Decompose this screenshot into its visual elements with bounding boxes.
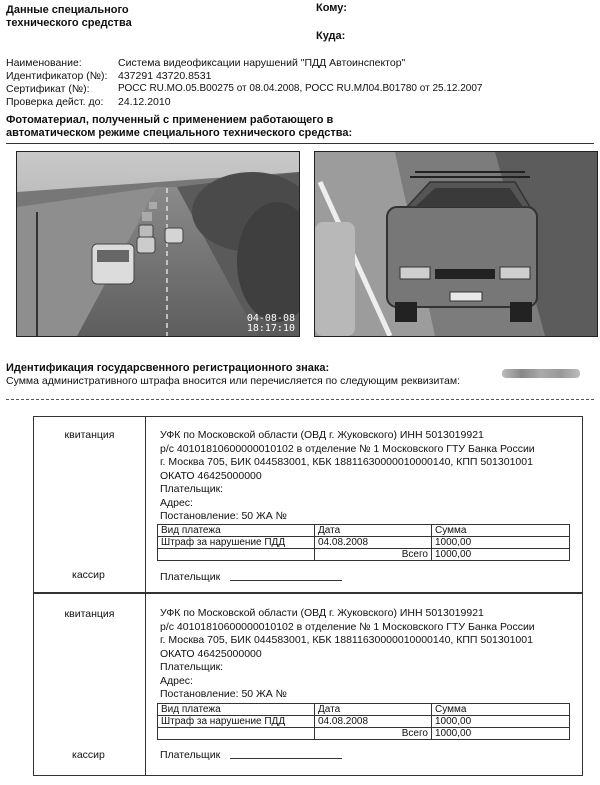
payment-table	[157, 703, 570, 740]
table-header-row	[158, 704, 570, 716]
receipt-left-column	[34, 417, 146, 593]
payer-field: Плательщик:	[160, 661, 224, 673]
col-header: Вид платежа	[158, 704, 315, 716]
photo-title-line1: Фотоматериал, полученный с применением работающего в	[6, 114, 334, 126]
car-closeup-image	[315, 152, 597, 336]
payer-signature-label: Плательщик	[160, 571, 221, 583]
total-label: Всего	[315, 728, 432, 740]
table-header-row	[158, 525, 570, 537]
photo-section-title	[6, 114, 352, 140]
empty-cell	[158, 549, 315, 561]
table-row	[158, 537, 570, 549]
payment-amount: 1000,00	[432, 537, 570, 549]
device-data-title	[6, 4, 206, 30]
col-header: Вид платежа	[158, 525, 315, 537]
divider	[6, 143, 594, 144]
certificate-label: Сертификат (№):	[6, 83, 90, 95]
title-line1: Данные специального	[6, 4, 129, 16]
payer-signature-line	[230, 580, 342, 581]
cashier-label: кассир	[72, 569, 105, 581]
check-date-label: Проверка дейст. до:	[6, 96, 104, 108]
col-header: Сумма	[432, 525, 570, 537]
device-name-value: Система видеофиксации нарушений "ПДД Автоинспектор"	[118, 57, 406, 69]
payment-note: Сумма административного штрафа вносится или перечисляется по следующим реквизитам:	[6, 375, 461, 387]
okato-line: ОКАТО 46425000000	[160, 469, 262, 482]
address-field: Адрес:	[160, 496, 193, 509]
bank-codes-line: г. Москва 705, БИК 044583001, КБК 18811630000010000140, КПП 501301001	[160, 456, 533, 468]
recipient-line: УФК по Московской области (ОВД г. Жуковского) ИНН 5013019921	[160, 607, 484, 619]
device-id-label: Идентификатор (№):	[6, 70, 108, 82]
bank-codes-line: г. Москва 705, БИК 044583001, КБК 18811630000010000140, КПП 501301001	[160, 634, 533, 646]
table-total-row	[158, 728, 570, 740]
payer-signature-label: Плательщик	[160, 749, 221, 761]
timestamp-date: 04-08-08	[246, 313, 295, 324]
receipt-1	[33, 416, 583, 594]
receipt-2	[33, 592, 583, 776]
receipt-details	[160, 429, 535, 524]
account-line: р/с 40101810600000010102 в отделение № 1 Московского ГТУ Банка России	[160, 442, 535, 455]
identification-title: Идентификация государсвенного регистрационного знака:	[6, 362, 330, 374]
table-total-row	[158, 549, 570, 561]
road-overview-image	[17, 152, 299, 336]
account-line: р/с 40101810600000010102 в отделение № 1 Московского ГТУ Банка России	[160, 620, 535, 633]
photo-title-line2: автоматическом режиме специального технического средства:	[6, 127, 353, 139]
device-id-value: 437291 43720.8531	[118, 70, 212, 82]
payment-amount: 1000,00	[432, 716, 570, 728]
photo-road-overview	[16, 151, 300, 337]
total-value: 1000,00	[432, 728, 570, 740]
to-label: Кому:	[316, 2, 347, 14]
payment-table	[157, 524, 570, 561]
address-field: Адрес:	[160, 674, 193, 687]
payment-date: 04.08.2008	[315, 537, 432, 549]
timestamp-time: 18:17:10	[246, 323, 295, 334]
total-label: Всего	[315, 549, 432, 561]
resolution-field: Постановление: 50 ЖА №	[160, 510, 287, 522]
okato-line: ОКАТО 46425000000	[160, 647, 262, 660]
col-header: Сумма	[432, 704, 570, 716]
payment-date: 04.08.2008	[315, 716, 432, 728]
recipient-line: УФК по Московской области (ОВД г. Жуковского) ИНН 5013019921	[160, 429, 484, 441]
photo-car-closeup	[314, 151, 598, 337]
receipt-details	[160, 607, 535, 702]
receipt-label: квитанция	[64, 429, 115, 441]
empty-cell	[158, 728, 315, 740]
where-label: Куда:	[316, 30, 346, 42]
payer-signature-line	[230, 758, 342, 759]
cashier-label: кассир	[72, 749, 105, 761]
payment-type: Штраф за нарушение ПДД	[158, 716, 315, 728]
check-date-value: 24.12.2010	[118, 96, 171, 108]
certificate-value: РОСС RU.MO.05.B00275 от 08.04.2008, РОСС RU.МЛ04.B01780 от 25.12.2007	[118, 83, 483, 94]
payment-type: Штраф за нарушение ПДД	[158, 537, 315, 549]
cut-line	[6, 399, 594, 400]
title-line2: технического средства	[6, 17, 132, 29]
device-name-label: Наименование:	[6, 57, 82, 69]
photo-timestamp	[247, 314, 295, 334]
payer-field: Плательщик:	[160, 483, 224, 495]
receipt-label: квитанция	[64, 608, 115, 620]
table-row	[158, 716, 570, 728]
receipt-separator	[34, 592, 582, 593]
col-header: Дата	[315, 525, 432, 537]
resolution-field: Постановление: 50 ЖА №	[160, 688, 287, 700]
col-header: Дата	[315, 704, 432, 716]
total-value: 1000,00	[432, 549, 570, 561]
redacted-plate	[502, 369, 580, 378]
